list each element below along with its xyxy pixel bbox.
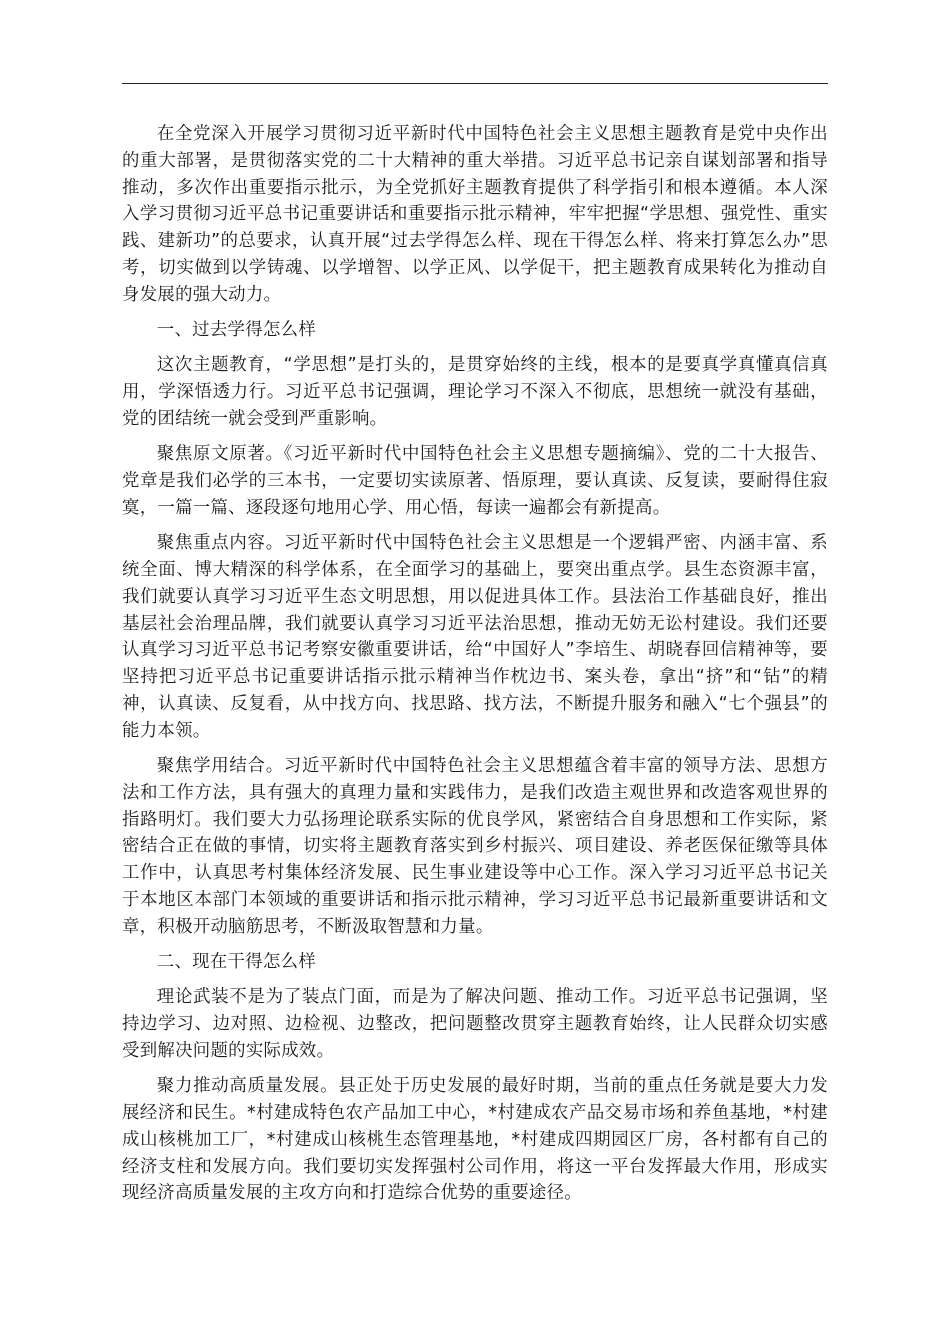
paragraph: 这次主题教育，“学思想”是打头的，是贯穿始终的主线，根本的是要真学真懂真信真用，学深悟透力行。习近平总书记强调，理论学习不深入不彻底，思想统一就没有基础，党的团结统一就会受到严重影响。 [122,355,828,429]
document-body [122,121,828,1216]
paragraph: 聚焦重点内容。习近平新时代中国特色社会主义思想是一个逻辑严密、内涵丰富、系统全面、博大精深的科学体系，在全面学习的基础上，要突出重点学。县生态资源丰富，我们就要认真学习习近平生态文明思想，用以促进具体工作。县法治工作基础良好，推出基层社会治理品牌，我们就要认真学习习近平法治思想，推动无妨无讼村建设。我们还要认真学习习近平总书记考察安徽重要讲话，给“中国好人”李培生、胡晓春回信精神等，要坚持把习近平总书记重要讲话指示批示精神当作枕边书、案头卷，拿出“挤”和“钻”的精神，认真读、反复看，从中找方向、找思路、找方法，不断提升服务和融入“七个强县”的能力本领。 [122,533,828,741]
paragraph-intro: 在全党深入开展学习贯彻习近平新时代中国特色社会主义思想主题教育是党中央作出的重大部署，是贯彻落实党的二十大精神的重大举措。习近平总书记亲自谋划部署和指导推动，多次作出重要指示批示，为全党抓好主题教育提供了科学指引和根本遵循。本人深入学习贯彻习近平总书记重要讲话和重要指示批示精神，牢牢把握“学思想、强党性、重实践、建新功”的总要求，认真开展“过去学得怎么样、现在干得怎么样、将来打算怎么办”思考，切实做到以学铸魂、以学增智、以学正风、以学促干，把主题教育成果转化为推动自身发展的强大动力。 [122,124,828,305]
paragraph: 聚力推动高质量发展。县正处于历史发展的最好时期，当前的重点任务就是要大力发展经济和民生。*村建成特色农产品加工中心，*村建成农产品交易市场和养鱼基地，*村建成山核桃加工厂，*村建成山核桃生态管理基地，*村建成四期园区厂房，各村都有自己的经济支柱和发展方向。我们要切实发挥强村公司作用，将这一平台发挥最大作用，形成实现经济高质量发展的主攻方向和打造综合优势的重要途径。 [122,1076,828,1204]
header-rule [122,83,828,84]
section-heading-2: 二、现在干得怎么样 [156,952,317,973]
paragraph: 聚焦学用结合。习近平新时代中国特色社会主义思想蕴含着丰富的领导方法、思想方法和工作方法，具有强大的真理力量和实践伟力，是我们改造主观世界和改造客观世界的指路明灯。我们要大力弘扬理论联系实际的优良学风，紧密结合自身思想和工作实际，紧密结合正在做的事情，切实将主题教育落实到乡村振兴、项目建设、养老医保征缴等具体工作中，认真思考村集体经济发展、民生事业建设等中心工作。深入学习习近平总书记关于本地区本部门本领域的重要讲话和指示批示精神，学习习近平总书记最新重要讲话和文章，积极开动脑筋思考，不断汲取智慧和力量。 [122,756,828,937]
paragraph: 聚焦原文原著。《习近平新时代中国特色社会主义思想专题摘编》、党的二十大报告、党章是我们必学的三本书，一定要切实读原著、悟原理，要认真读、反复读，要耐得住寂寞，一篇一篇、逐段逐句地用心学、用心悟，每读一遍都会有新提高。 [122,444,828,518]
section-heading-1: 一、过去学得怎么样 [156,320,317,341]
paragraph: 理论武装不是为了装点门面，而是为了解决问题、推动工作。习近平总书记强调，坚持边学习、边对照、边检视、边整改，把问题整改贯穿主题教育始终，让人民群众切实感受到解决问题的实际成效。 [122,987,828,1061]
